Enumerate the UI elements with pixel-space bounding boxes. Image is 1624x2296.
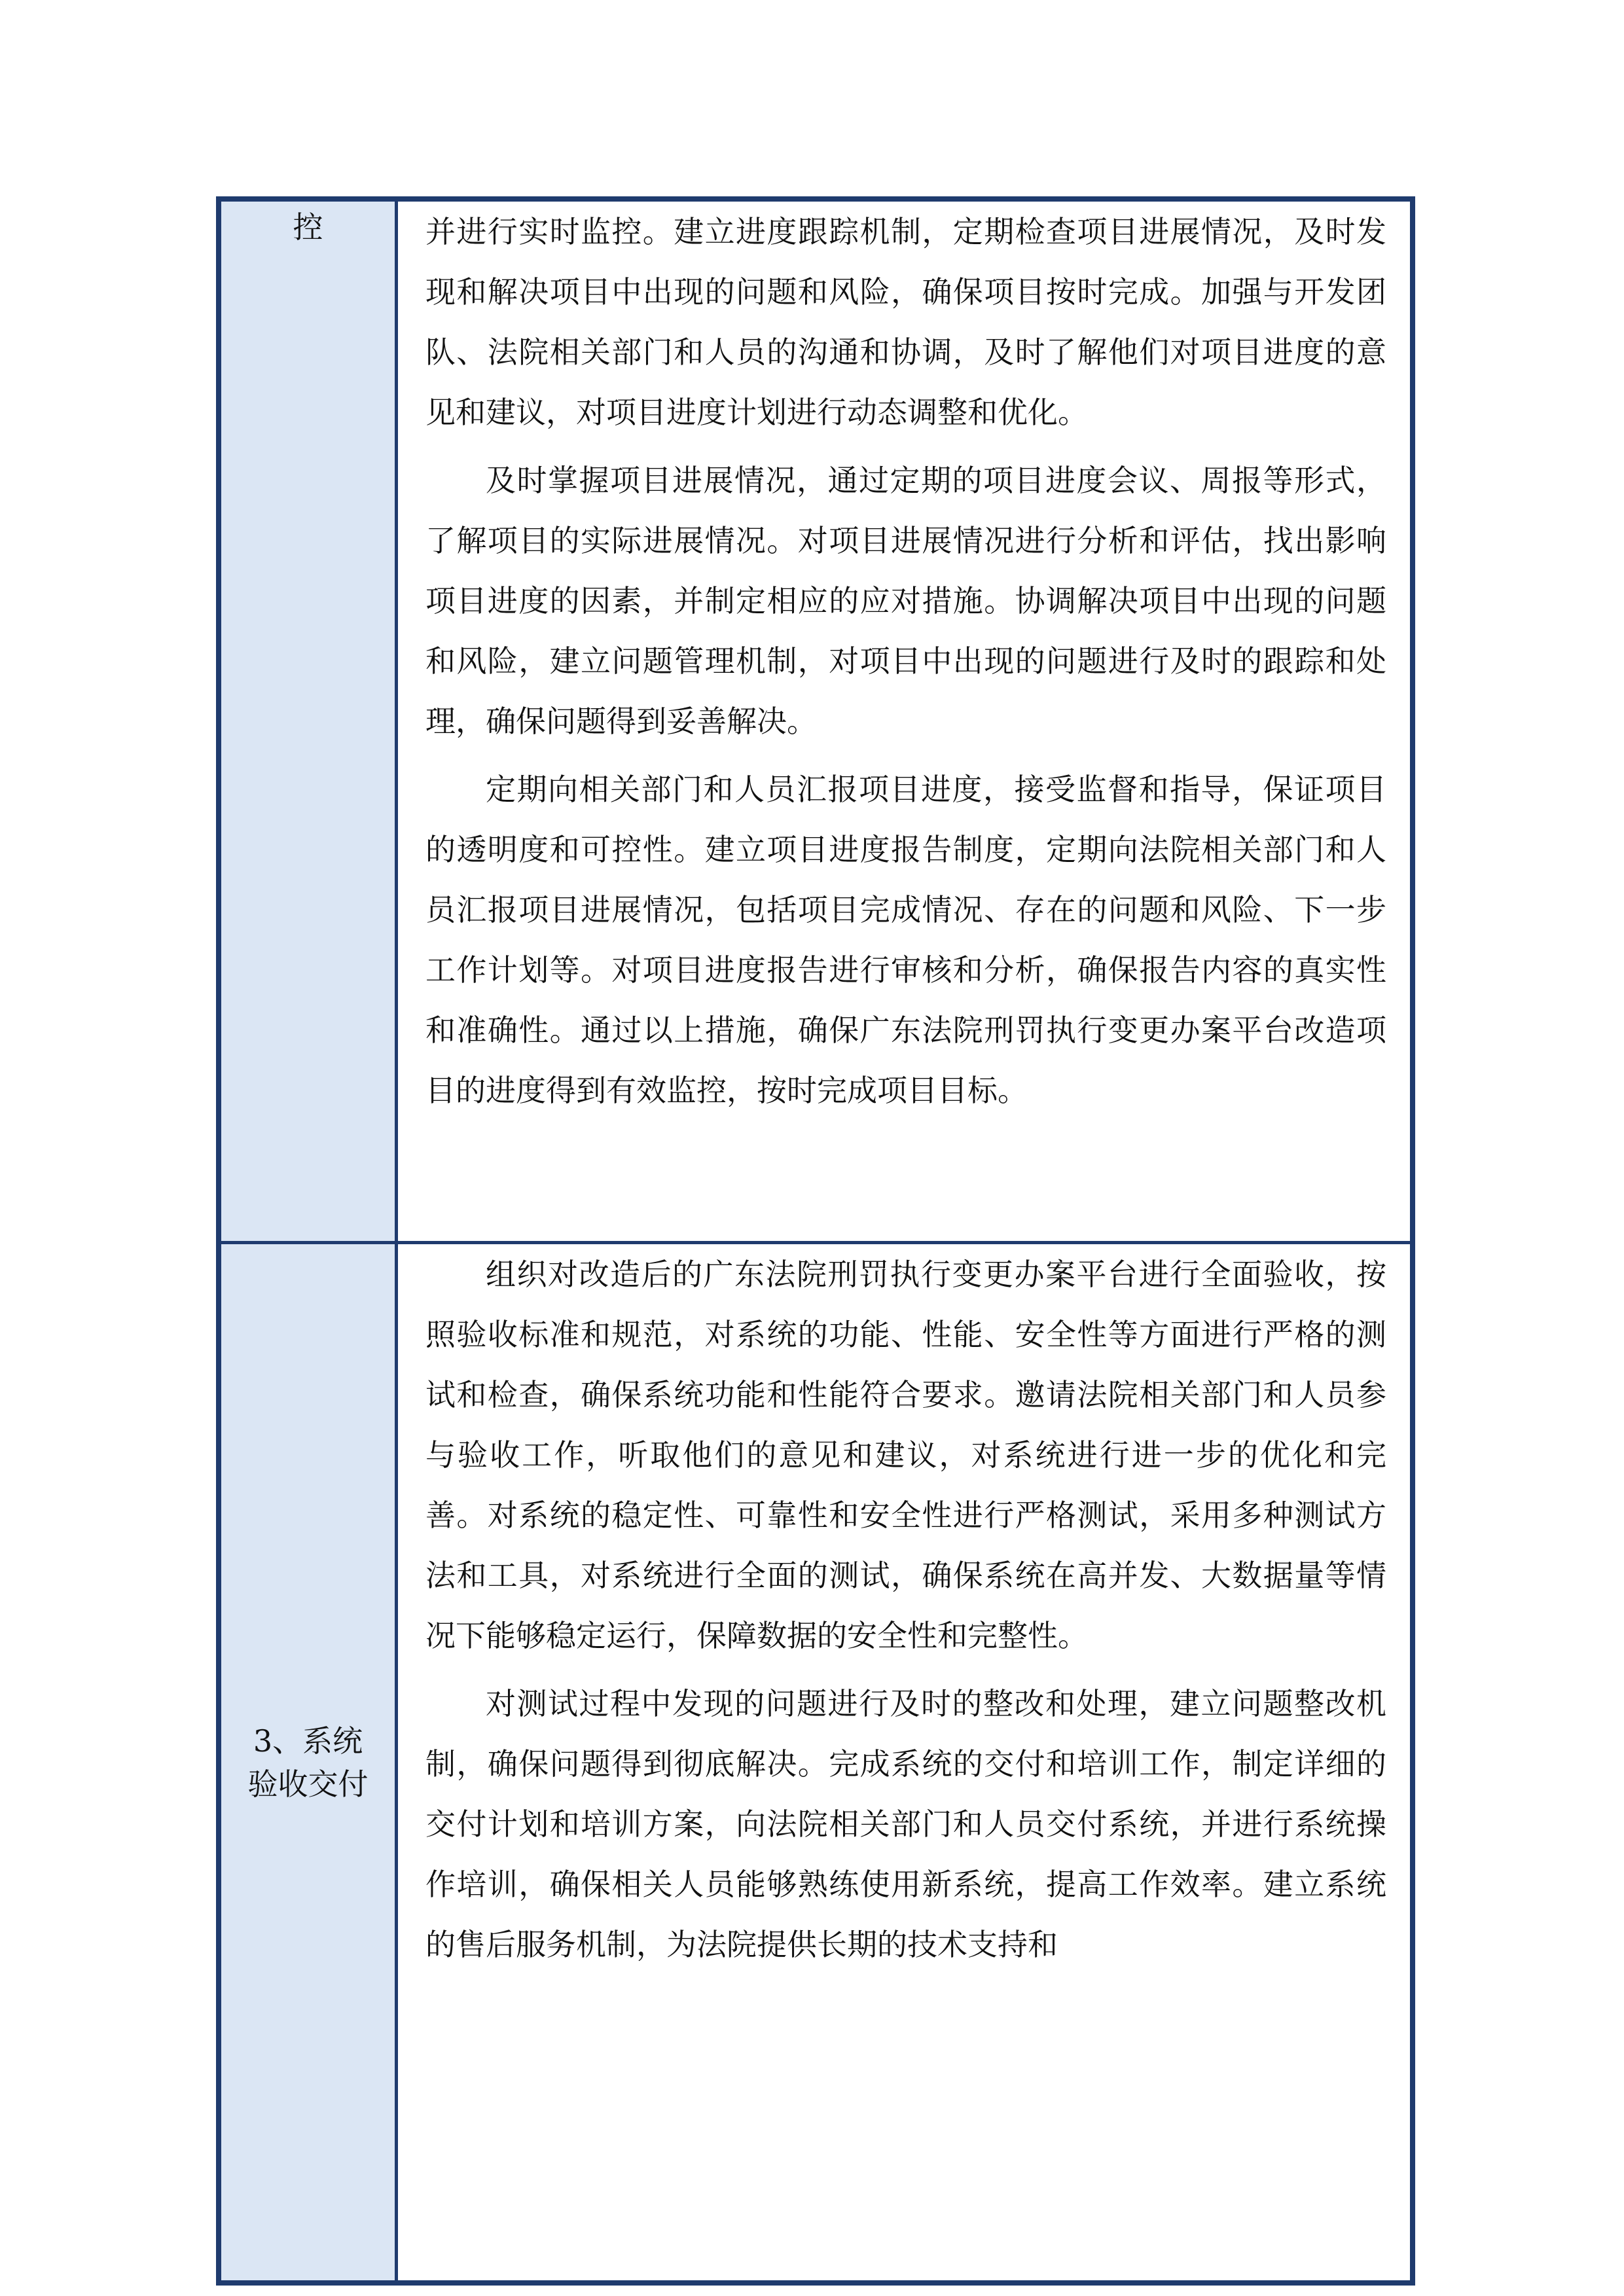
- table-row: [221, 1241, 1410, 2280]
- paragraph: 定期向相关部门和人员汇报项目进度，接受监督和指导，保证项目的透明度和可控性。建立项目进度报告制度，定期向法院相关部门和人员汇报项目进展情况，包括项目完成情况、存在的问题和风险、下一步工作计划等。对项目进度报告进行审核和分析，确保报告内容的真实性和准确性。通过以上措施，确保广东法院刑罚执行变更办案平台改造项目的进度得到有效监控，按时完成项目目标。: [425, 772, 1386, 1108]
- row-content: [398, 1244, 1410, 2280]
- table-row: [221, 202, 1410, 1241]
- paragraph: 及时掌握项目进展情况，通过定期的项目进度会议、周报等形式，了解项目的实际进展情况。对项目进展情况进行分析和评估，找出影响项目进度的因素，并制定相应的应对措施。协调解决项目中出现的问题和风险，建立问题管理机制，对项目中出现的问题进行及时的跟踪和处理，确保问题得到妥善解决。: [425, 463, 1386, 739]
- row-label-text: 3、系统验收交付: [247, 1723, 369, 1802]
- row-label-text: 控: [293, 209, 323, 245]
- paragraph: 对测试过程中发现的问题进行及时的整改和处理，建立问题整改机制，确保问题得到彻底解决。完成系统的交付和培训工作，制定详细的交付计划和培训方案，向法院相关部门和人员交付系统，并进行系统操作培训，确保相关人员能够熟练使用新系统，提高工作效率。建立系统的售后服务机制，为法院提供长期的技术支持和: [425, 1686, 1386, 1962]
- paragraph: 并进行实时监控。建立进度跟踪机制，定期检查项目进展情况，及时发现和解决项目中出现的问题和风险，确保项目按时完成。加强与开发团队、法院相关部门和人员的沟通和协调，及时了解他们对项目进度的意见和建议，对项目进度计划进行动态调整和优化。: [425, 214, 1386, 430]
- paragraph: 组织对改造后的广东法院刑罚执行变更办案平台进行全面验收，按照验收标准和规范，对系统的功能、性能、安全性等方面进行严格的测试和检查，确保系统功能和性能符合要求。邀请法院相关部门和人员参与验收工作，听取他们的意见和建议，对系统进行进一步的优化和完善。对系统的稳定性、可靠性和安全性进行严格测试，采用多种测试方法和工具，对系统进行全面的测试，确保系统在高并发、大数据量等情况下能够稳定运行，保障数据的安全性和完整性。: [425, 1257, 1386, 1653]
- row-label: [221, 202, 398, 1241]
- row-content: [398, 202, 1410, 1241]
- content-table: [216, 196, 1415, 2286]
- row-label: [221, 1244, 398, 2280]
